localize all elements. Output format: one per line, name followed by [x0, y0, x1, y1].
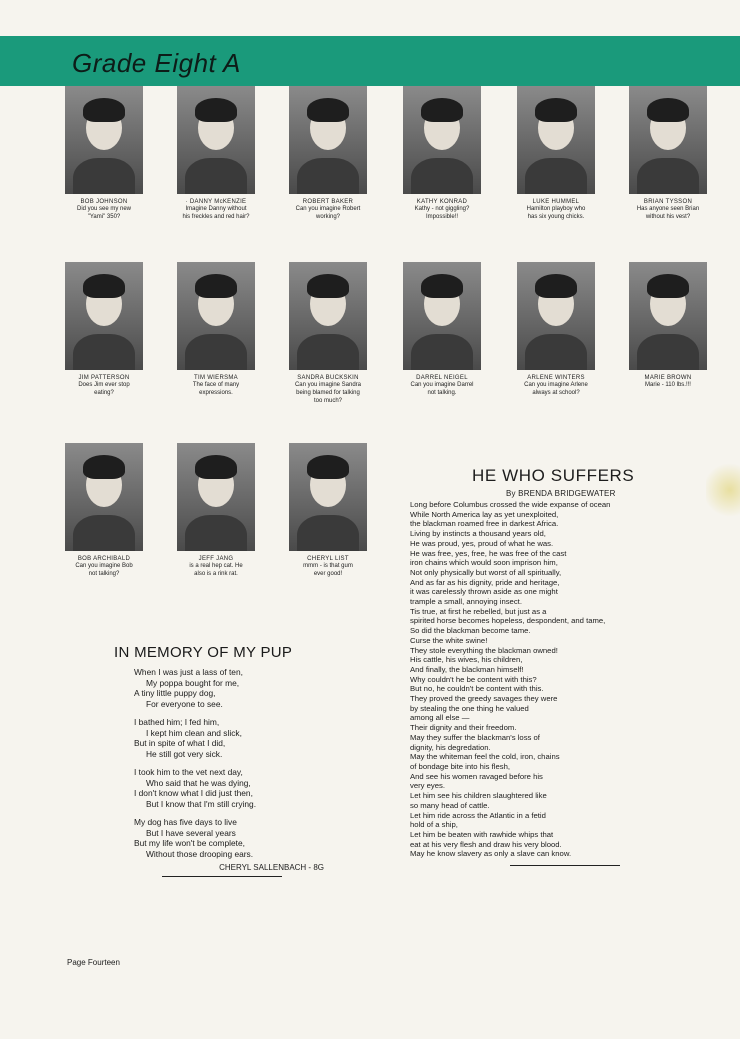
student-name: KATHY KONRAD — [416, 199, 468, 205]
student-caption: expressions. — [199, 390, 233, 396]
poem-line: And finally, the blackman himself! — [410, 664, 524, 674]
student-card — [502, 262, 610, 397]
student-caption: Can you imagine Bob — [75, 563, 133, 569]
student-caption: too much? — [313, 398, 343, 404]
poem-line: But I know that I'm still crying. — [146, 798, 257, 809]
poem-line: so many head of cattle. — [410, 800, 490, 810]
student-portrait — [65, 86, 143, 194]
student-name: · DANNY McKENZIE — [185, 199, 247, 205]
student-caption: ever good! — [313, 571, 343, 577]
student-card — [50, 443, 158, 578]
student-card — [614, 262, 722, 389]
poem-line: very eyes. — [410, 781, 446, 791]
poem-line: My poppa bought for me, — [146, 677, 240, 688]
poem-line: among all else — — [410, 713, 470, 723]
student-caption: his freckles and red hair? — [182, 214, 250, 220]
poem-line: He still got very sick. — [146, 748, 223, 759]
poem-line: hold of a ship, — [410, 820, 458, 830]
student-name: JEFF JANG — [198, 556, 234, 562]
poem-line: But in spite of what I did, — [134, 738, 226, 748]
student-portrait — [65, 262, 143, 370]
poem-line: trample a small, annoying insect. — [410, 597, 522, 607]
student-card — [274, 443, 382, 578]
poem-line: eat at his very flesh and draw his very blood. — [410, 839, 562, 849]
poem-line: spirited horse becomes hopeless, despondent, and tame, — [410, 616, 606, 626]
poem-line: I don't know what I did just then, — [134, 788, 253, 798]
student-portrait — [629, 262, 707, 370]
student-name: TIM WIERSMA — [194, 375, 238, 381]
student-portrait — [65, 443, 143, 551]
student-caption: Does Jim ever stop — [78, 382, 130, 388]
student-name: BRIAN TYSSON — [643, 199, 693, 205]
poem-line: Living by instincts a thousand years old, — [410, 529, 546, 539]
poem-stanza — [114, 667, 324, 709]
poem-line: May he know slavery as only a slave can know. — [410, 849, 572, 859]
poem-line: dignity, his degredation. — [410, 742, 491, 752]
student-caption: not talking? — [88, 571, 120, 577]
header-banner — [0, 36, 740, 86]
student-card — [614, 86, 722, 221]
poem-line: They proved the greedy savages they were — [410, 694, 558, 704]
student-caption: working? — [315, 214, 340, 220]
poem-line: by stealing the one thing he valued — [410, 703, 529, 713]
student-caption: without his vest? — [645, 214, 691, 220]
poem-line: May the whiteman feel the cold, iron, chains — [410, 752, 560, 762]
student-name: DARREL NEIGEL — [416, 375, 468, 381]
poem-line: Their dignity and their freedom. — [410, 723, 517, 733]
poem-line: And as far as his dignity, pride and heritage, — [410, 577, 560, 587]
student-portrait — [177, 262, 255, 370]
poem-he-who-suffers — [410, 466, 662, 866]
poem-line: He was free, yes, free, he was free of the cast — [410, 548, 567, 558]
page-number: Page Fourteen — [67, 958, 120, 967]
student-caption: eating? — [94, 390, 114, 396]
student-name: LUKE HUMMEL — [532, 199, 580, 205]
student-name: MARIE BROWN — [644, 375, 692, 381]
student-portrait — [289, 262, 367, 370]
student-card — [388, 262, 496, 397]
student-card — [162, 443, 270, 578]
student-portrait — [403, 262, 481, 370]
student-caption: Impossible!! — [425, 214, 458, 220]
poem-line: But no, he couldn't be content with this. — [410, 684, 544, 694]
poem-line: Not only physically but worst of all spiritually, — [410, 567, 562, 577]
poem-byline: By BRENDA BRIDGEWATER — [506, 489, 616, 498]
poem-line: iron chains which would soon imprison him, — [410, 558, 558, 568]
student-portrait — [629, 86, 707, 194]
poem-line: May they suffer the blackman's loss of — [410, 732, 540, 742]
student-caption: Hamilton playboy who — [526, 206, 586, 212]
student-caption: "Yami" 350? — [87, 214, 121, 220]
student-caption: Has anyone seen Brian — [636, 206, 700, 212]
student-portrait — [177, 86, 255, 194]
student-name: ARLENE WINTERS — [527, 375, 585, 381]
poem-line: For everyone to see. — [146, 698, 223, 709]
divider-rule — [162, 876, 282, 877]
poem-line: When I was just a lass of ten, — [134, 667, 243, 677]
poem-line: Curse the white swine! — [410, 635, 488, 645]
student-name: CHERYL LIST — [307, 556, 349, 562]
student-portrait — [177, 443, 255, 551]
poem-line: His cattle, his wives, his children, — [410, 655, 523, 665]
paper-stain — [706, 460, 740, 520]
student-caption: is a real hep cat. He — [189, 563, 243, 569]
student-portrait — [517, 262, 595, 370]
student-caption: Can you imagine Robert — [295, 206, 361, 212]
student-name: JIM PATTERSON — [78, 375, 130, 381]
poem-stanza — [114, 717, 324, 759]
student-caption: Marie - 110 lbs.!!! — [645, 382, 691, 388]
student-name: BOB JOHNSON — [80, 199, 128, 205]
student-portrait — [403, 86, 481, 194]
student-caption: The face of many — [192, 382, 240, 388]
student-portrait — [289, 443, 367, 551]
student-caption: Did you see my new — [76, 206, 132, 212]
poem-line: Why couldn't he be content with this? — [410, 674, 537, 684]
student-caption: not talking. — [427, 390, 457, 396]
poem-line: I bathed him; I fed him, — [134, 717, 220, 727]
poem-lines — [410, 500, 662, 859]
poem-line: Without those drooping ears. — [146, 848, 254, 859]
poem-line: And see his women ravaged before his — [410, 771, 543, 781]
poem-author: CHERYL SALLENBACH - 8G — [219, 863, 324, 872]
poem-line: of bondage bite into his flesh, — [410, 761, 511, 771]
poem-title: IN MEMORY OF MY PUP — [114, 644, 293, 661]
poem-line: Let him see his children slaughtered like — [410, 791, 547, 801]
student-caption: mmm - is that gum — [303, 563, 353, 569]
poem-line: Let him ride across the Atlantic in a fetid — [410, 810, 546, 820]
student-caption: also is a rink rat. — [194, 571, 238, 577]
student-card — [388, 86, 496, 221]
poem-line: Tis true, at first he rebelled, but just as a — [410, 606, 547, 616]
student-caption: Can you imagine Arlene — [524, 382, 588, 388]
poem-line: While North America lay as yet unexploited, — [410, 509, 559, 519]
student-name: BOB ARCHIBALD — [77, 556, 131, 562]
student-card — [162, 86, 270, 221]
student-name: ROBERT BAKER — [302, 199, 354, 205]
student-card — [274, 86, 382, 221]
student-caption: Imagine Danny without — [185, 206, 247, 212]
poem-line: it was carelessly thrown aside as one might — [410, 587, 558, 597]
poem-line: the blackman roamed free in darkest Africa. — [410, 519, 559, 529]
student-caption: has six young chicks. — [527, 214, 585, 220]
student-card — [502, 86, 610, 221]
poem-in-memory — [114, 644, 324, 877]
student-caption: Can you imagine Sandra — [294, 382, 362, 388]
student-name: SANDRA BUCKSKIN — [297, 375, 359, 381]
student-caption: Kathy - not giggling? — [414, 206, 470, 212]
divider-rule — [510, 865, 620, 866]
poem-line: Let him be beaten with rawhide whips that — [410, 829, 554, 839]
poem-line: So did the blackman become tame. — [410, 626, 531, 636]
page-title: Grade Eight A — [72, 48, 241, 78]
poem-line: He was proud, yes, proud of what he was. — [410, 538, 554, 548]
student-caption: Can you imagine Darrel — [410, 382, 474, 388]
poem-title: HE WHO SUFFERS — [472, 466, 635, 485]
student-portrait — [289, 86, 367, 194]
poem-line: They stole everything the blackman owned! — [410, 645, 558, 655]
poem-line: Who said that he was dying, — [146, 777, 251, 788]
poem-line: My dog has five days to live — [134, 817, 237, 827]
student-portrait — [517, 86, 595, 194]
poem-line: But I have several years — [146, 827, 236, 838]
poem-stanzas — [114, 667, 324, 859]
student-card — [274, 262, 382, 405]
poem-line: Long before Columbus crossed the wide expanse of ocean — [410, 500, 611, 509]
student-card — [162, 262, 270, 397]
student-card — [50, 262, 158, 397]
poem-line: I kept him clean and slick, — [146, 727, 242, 738]
poem-stanza — [114, 767, 324, 809]
student-caption: being blamed for talking — [296, 390, 360, 396]
student-card — [50, 86, 158, 221]
poem-line: But my life won't be complete, — [134, 838, 245, 848]
student-caption: always at school? — [532, 390, 580, 396]
poem-stanza — [114, 817, 324, 859]
poem-line: A tiny little puppy dog, — [134, 688, 216, 698]
poem-line: I took him to the vet next day, — [134, 767, 243, 777]
